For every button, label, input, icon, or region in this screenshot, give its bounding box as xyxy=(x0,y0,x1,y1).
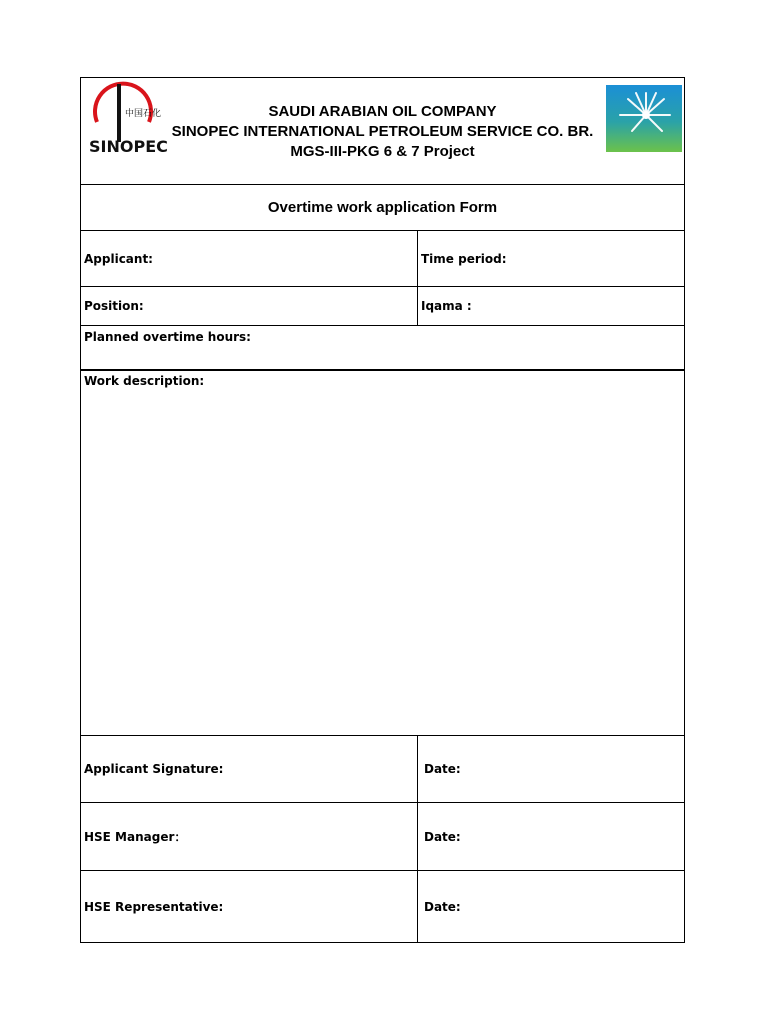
planned-hours-row xyxy=(81,326,684,371)
applicant-signature-label: Applicant Signature: xyxy=(81,736,418,802)
time-period-label: Time period: xyxy=(421,251,507,266)
form-title-row xyxy=(81,185,684,231)
overtime-form xyxy=(80,77,685,943)
signature-row xyxy=(81,736,684,803)
work-description-row xyxy=(81,371,684,736)
signature-row xyxy=(81,871,684,943)
svg-text:中国石化: 中国石化 xyxy=(125,109,162,119)
form-title: Overtime work application Form xyxy=(267,199,498,216)
form-header xyxy=(81,78,684,185)
saudi-aramco-logo xyxy=(606,85,682,152)
hse-representative-date-label: Date: xyxy=(424,900,461,914)
company-name: SAUDI ARABIAN OIL COMPANY xyxy=(268,103,497,120)
applicant-label: Applicant: xyxy=(81,231,418,286)
planned-hours-label: Planned overtime hours: xyxy=(84,330,251,344)
position-row xyxy=(81,287,684,326)
project-name: MGS-III-PKG 6 & 7 Project xyxy=(290,143,475,160)
signature-row xyxy=(81,803,684,871)
contractor-name: SINOPEC INTERNATIONAL PETROLEUM SERVICE CO. BR. xyxy=(171,123,594,140)
hse-manager-label: HSE Manager： xyxy=(81,803,418,870)
applicant-date-label: Date: xyxy=(424,762,461,776)
hse-manager-date-label: Date: xyxy=(424,829,461,844)
svg-text:SINOPEC: SINOPEC xyxy=(89,137,168,156)
work-description-label: Work description: xyxy=(84,374,205,388)
position-label: Position: xyxy=(81,287,418,325)
header-title-block xyxy=(81,102,684,162)
hse-representative-label: HSE Representative: xyxy=(81,871,418,943)
applicant-row xyxy=(81,231,684,287)
iqama-label: Iqama : xyxy=(421,299,472,313)
